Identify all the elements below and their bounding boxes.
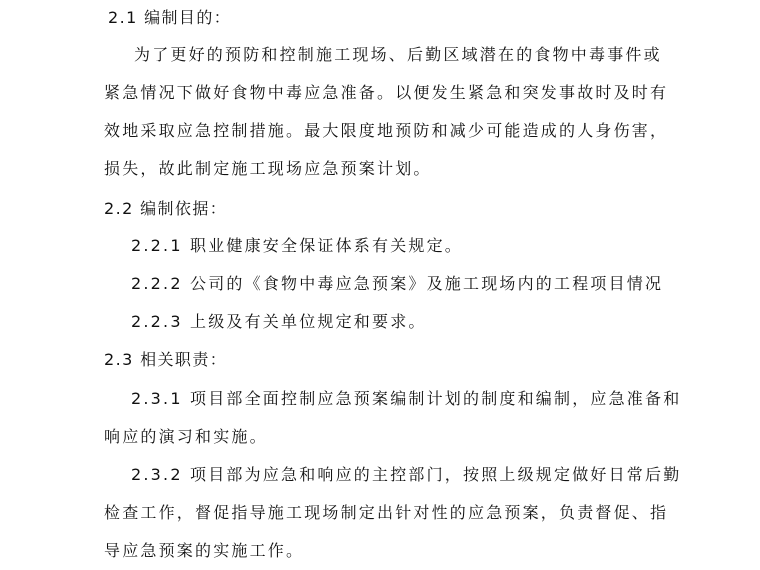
section-heading-2-1: 2.1 编制目的： <box>108 8 232 27</box>
list-item-2-2-2: 2.2.2 公司的《食物中毒应急预案》及施工现场内的工程项目情况 <box>131 274 664 293</box>
list-item-2-3-2-line-3: 导应急预案的实施工作。 <box>104 541 305 560</box>
paragraph-2-1-line-2: 紧急情况下做好食物中毒应急准备。以便发生紧急和突发事故时及时有 <box>104 83 669 102</box>
paragraph-2-1-line-4: 损失，故此制定施工现场应急预案计划。 <box>104 159 432 178</box>
list-item-2-3-2-line-1: 2.3.2 项目部为应急和响应的主控部门，按照上级规定做好日常后勤 <box>131 465 682 484</box>
list-item-2-3-2-line-2: 检查工作，督促指导施工现场制定出针对性的应急预案，负责督促、指 <box>104 503 669 522</box>
list-item-2-3-1-line-1: 2.3.1 项目部全面控制应急预案编制计划的制度和编制，应急准备和 <box>131 389 682 408</box>
section-heading-2-2: 2.2 编制依据： <box>104 199 228 218</box>
paragraph-2-1-line-1: 为了更好的预防和控制施工现场、后勤区域潜在的食物中毒事件或 <box>134 45 662 64</box>
paragraph-2-1-line-3: 效地采取应急控制措施。最大限度地预防和减少可能造成的人身伤害， <box>104 121 669 140</box>
section-heading-2-3: 2.3 相关职责： <box>104 350 228 369</box>
list-item-2-2-1: 2.2.1 职业健康安全保证体系有关规定。 <box>131 236 463 255</box>
list-item-2-3-1-line-2: 响应的演习和实施。 <box>104 427 268 446</box>
list-item-2-2-3: 2.2.3 上级及有关单位规定和要求。 <box>131 312 427 331</box>
